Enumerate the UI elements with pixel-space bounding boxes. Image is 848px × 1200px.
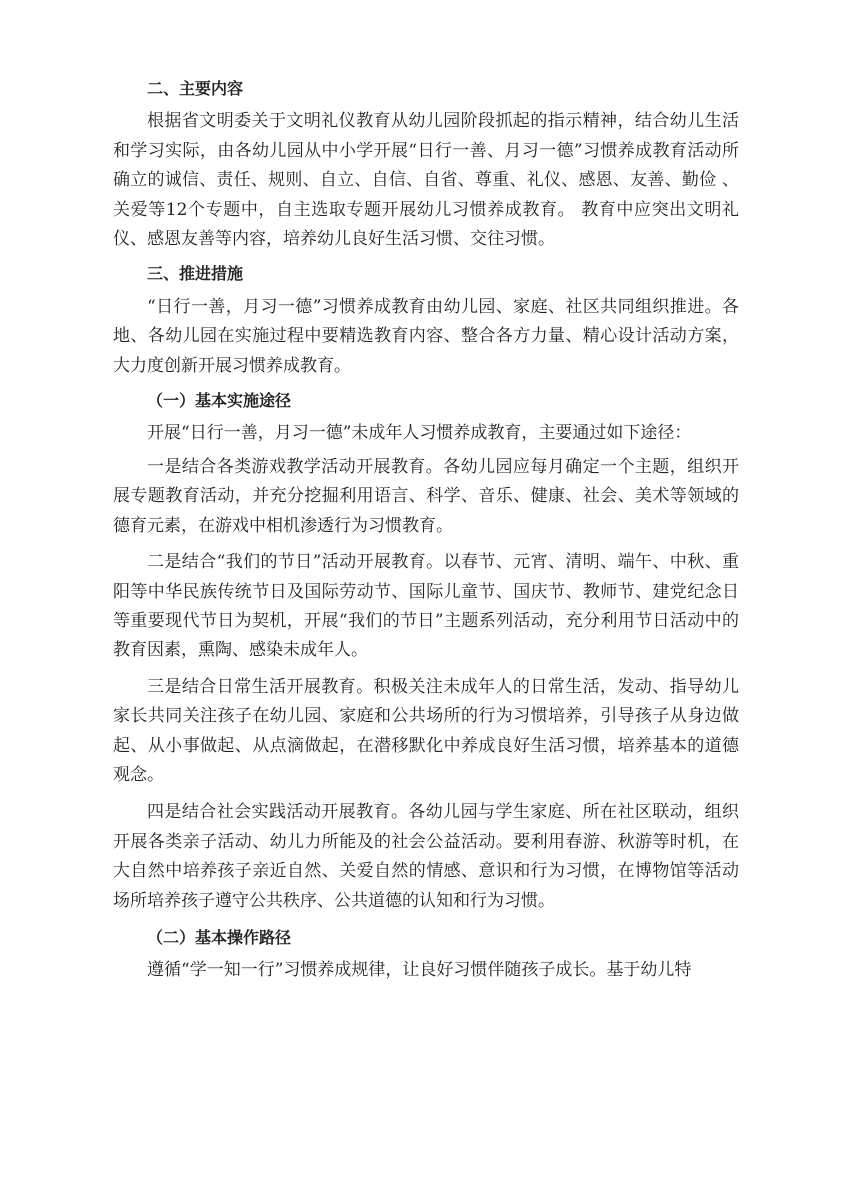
subsection-heading-implementation: （一）基本实施途径	[147, 391, 292, 411]
paragraph-main-content: 根据省文明委关于文明礼仪教育从幼儿园阶段抓起的指示精神，结合幼儿生活和学习实际，由各幼儿园从中小学开展“日行一善、月习一德”习惯养成教育活动所确立的诚信、责任、规则、自立、自信、自省、尊重、礼仪、感恩、友善、勤俭 、关爱等12个专题中，自主选取专题开展幼儿习惯养成教育。 教育中应突出文明礼仪、感恩友善等内容，培养幼儿良好生活习惯、交往习惯。	[113, 111, 739, 250]
paragraph-daily-life-education: 三是结合日常生活开展教育。积极关注未成年人的日常生活，发动、指导幼儿家长共同关注孩子在幼儿园、家庭和公共场所的行为习惯培养，引导孩子从身边做起、从小事做起、从点滴做起，在潜移默化中养成良好生活习惯，培养基本的道德观念。	[113, 676, 739, 785]
paragraph-implementation-intro: 开展“日行一善，月习一德”未成年人习惯养成教育，主要通过如下途径：	[147, 423, 692, 444]
paragraph-festival-education: 二是结合“我们的节日”活动开展教育。以春节、元宵、清明、端午、中秋、重阳等中华民族传统节日及国际劳动节、国际儿童节、国庆节、教师节、建党纪念日等重要现代节日为契机，开展“我们的节日”主题系列活动，充分利用节日活动中的教育因素，熏陶、感染未成年人。	[113, 552, 739, 661]
paragraph-operation-intro: 遵循“学一知一行”习惯养成规律，让良好习惯伴随孩子成长。基于幼儿特	[147, 960, 692, 981]
paragraph-measures-intro: “日行一善，月习一德”习惯养成教育由幼儿园、家庭、社区共同组织推进。各地、各幼儿园在实施过程中要精选教育内容、整合各方力量、精心设计活动方案，大力度创新开展习惯养成教育。	[113, 296, 739, 376]
document-body	[113, 74, 739, 986]
paragraph-social-practice-education: 四是结合社会实践活动开展教育。各幼儿园与学生家庭、所在社区联动，组织开展各类亲子活动、幼儿力所能及的社会公益活动。要利用春游、秋游等时机，在大自然中培养孩子亲近自然、关爱自然的情感、意识和行为习惯，在博物馆等活动场所培养孩子遵守公共秩序、公共道德的认知和行为习惯。	[113, 802, 739, 911]
subsection-heading-operation: （二）基本操作路径	[147, 927, 292, 947]
section-heading-measures: 三、推进措施	[147, 264, 244, 284]
paragraph-game-education: 一是结合各类游戏教学活动开展教育。各幼儿园应每月确定一个主题，组织开展专题教育活动，并充分挖掘利用语言、科学、音乐、健康、社会、美术等领域的德育元素，在游戏中相机渗透行为习惯教育。	[113, 456, 739, 536]
section-heading-main-content: 二、主要内容	[147, 79, 244, 98]
